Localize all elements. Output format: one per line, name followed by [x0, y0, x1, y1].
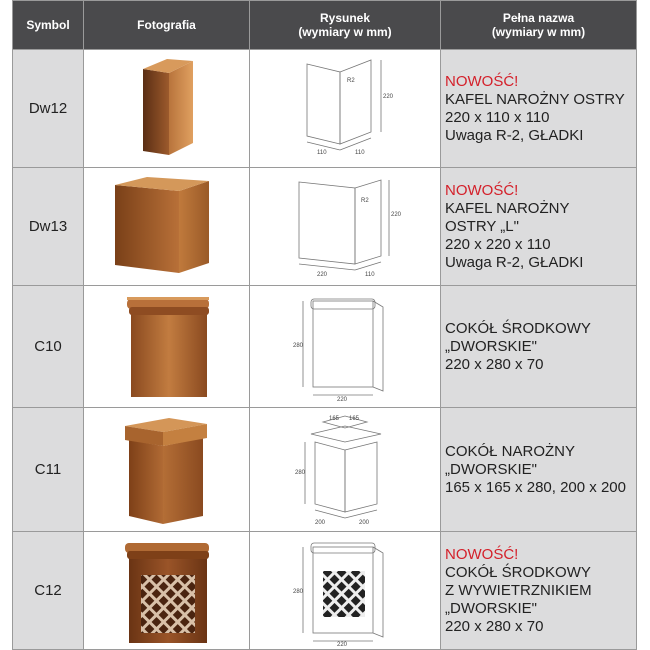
header-full-name: Pełna nazwa (wymiary w mm) [441, 1, 637, 50]
photo-cell [84, 50, 250, 168]
dim-label: 200 [315, 519, 326, 526]
table-row [13, 168, 637, 286]
dim-label: 280 [293, 342, 304, 349]
table-row [13, 408, 637, 532]
drawing-cell [250, 286, 441, 408]
dim-label: 220 [391, 211, 402, 218]
dim-label: 165 [329, 415, 340, 422]
name-line: „DWORSKIE" [445, 460, 537, 478]
full-name-cell [441, 286, 637, 408]
photo-cell [84, 408, 250, 532]
plinth-corner-drawing [285, 412, 405, 528]
plinth-vent-photo [107, 535, 227, 647]
full-name-cell [441, 532, 637, 650]
name-line: 220 x 280 x 70 [445, 617, 544, 635]
new-badge: NOWOŚĆ! [445, 72, 519, 90]
symbol-cell: C12 [13, 532, 84, 650]
plinth-middle-photo [107, 291, 227, 403]
name-line: Uwaga R-2, GŁADKI [445, 253, 584, 271]
name-line: 220 x 220 x 110 [445, 235, 551, 253]
dim-label: 110 [365, 271, 375, 278]
table-row [13, 286, 637, 408]
symbol-cell: Dw13 [13, 168, 84, 286]
header-drawing: Rysunek (wymiary w mm) [250, 1, 441, 50]
tile-corner-l-drawing [285, 172, 405, 282]
dim-label: R2 [361, 197, 369, 204]
dim-label: 165 [349, 415, 360, 422]
new-badge: NOWOŚĆ! [445, 545, 519, 563]
dim-label: 220 [383, 93, 394, 100]
name-line: KAFEL NAROŻNY [445, 199, 570, 217]
header-photo: Fotografia [84, 1, 250, 50]
dim-label: 280 [295, 469, 306, 476]
dim-label: 110 [355, 149, 365, 156]
name-line: COKÓŁ ŚRODKOWY [445, 319, 591, 337]
plinth-corner-photo [107, 412, 227, 528]
photo-cell [84, 532, 250, 650]
tile-corner-photo [107, 55, 227, 163]
full-name-cell [441, 50, 637, 168]
name-line: COKÓŁ NAROŻNY [445, 442, 576, 460]
name-line: 165 x 165 x 280, 200 x 200 [445, 478, 626, 496]
product-table [12, 0, 637, 650]
plinth-vent-drawing [285, 535, 405, 647]
name-line: KAFEL NAROŻNY OSTRY [445, 90, 625, 108]
name-line: COKÓŁ ŚRODKOWY [445, 563, 591, 581]
tile-corner-drawing [285, 54, 405, 164]
dim-label: R2 [347, 77, 355, 84]
dim-label: 220 [337, 641, 348, 647]
symbol-cell: C11 [13, 408, 84, 532]
name-line: Z WYWIETRZNIKIEM [445, 581, 592, 599]
new-badge: NOWOŚĆ! [445, 181, 519, 199]
symbol-cell: C10 [13, 286, 84, 408]
dim-label: 220 [337, 396, 348, 403]
symbol-cell: Dw12 [13, 50, 84, 168]
name-line: OSTRY „L" [445, 217, 519, 235]
photo-cell [84, 286, 250, 408]
drawing-cell [250, 50, 441, 168]
name-line: „DWORSKIE" [445, 337, 537, 355]
drawing-cell [250, 168, 441, 286]
dim-label: 200 [359, 519, 370, 526]
table-row [13, 50, 637, 168]
drawing-cell [250, 532, 441, 650]
plinth-middle-drawing [285, 291, 405, 403]
tile-corner-l-photo [107, 173, 227, 281]
table-row [13, 532, 637, 650]
name-line: Uwaga R-2, GŁADKI [445, 126, 584, 144]
name-line: „DWORSKIE" [445, 599, 537, 617]
name-line: 220 x 280 x 70 [445, 355, 544, 373]
dim-label: 280 [293, 588, 304, 595]
header-symbol: Symbol [13, 1, 84, 50]
photo-cell [84, 168, 250, 286]
name-line: 220 x 110 x 110 [445, 108, 550, 126]
full-name-cell [441, 408, 637, 532]
drawing-cell [250, 408, 441, 532]
dim-label: 110 [317, 149, 327, 156]
dim-label: 220 [317, 271, 328, 278]
table-header-row [13, 1, 637, 50]
full-name-cell [441, 168, 637, 286]
